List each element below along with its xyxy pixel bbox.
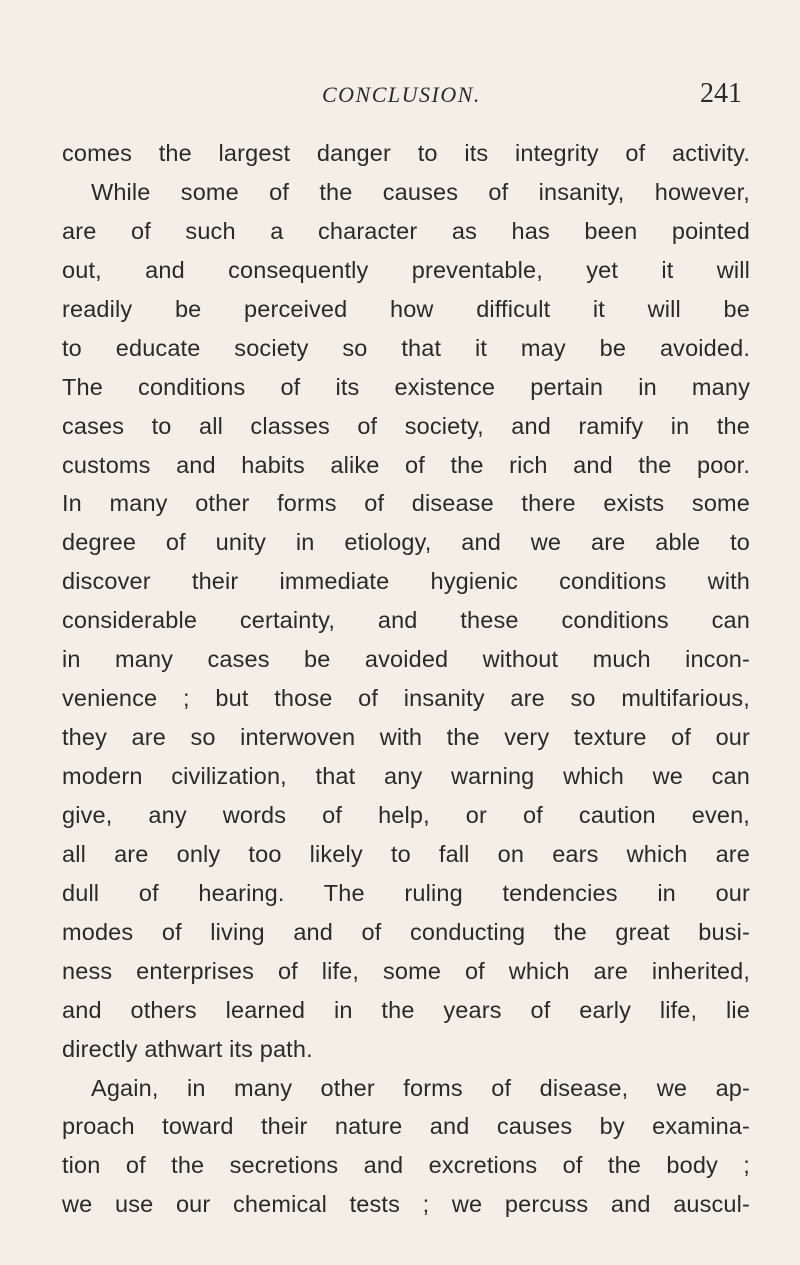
text-line: directly athwart its path. xyxy=(62,1035,313,1062)
text-line: readily be perceived how difficult it will be xyxy=(62,295,750,322)
text-line: The conditions of its existence pertain in many xyxy=(62,373,750,400)
text-line: Again, in many other forms of disease, we ap- xyxy=(91,1074,750,1101)
body-text xyxy=(62,134,750,1224)
text-line: In many other forms of disease there exists some xyxy=(62,490,750,517)
text-line: venience ; but those of insanity are so multifarious, xyxy=(62,685,750,712)
text-line: are of such a character as has been pointed xyxy=(62,217,750,244)
text-line: all are only too likely to fall on ears which are xyxy=(62,840,750,867)
running-head xyxy=(0,78,800,118)
text-line: modes of living and of conducting the great busi- xyxy=(62,918,750,945)
running-title: CONCLUSION. xyxy=(322,82,481,107)
text-line: degree of unity in etiology, and we are able to xyxy=(62,529,750,556)
text-line: we use our chemical tests ; we percuss and auscul- xyxy=(62,1191,750,1218)
text-line: and others learned in the years of early life, lie xyxy=(62,996,750,1023)
text-line: in many cases be avoided without much incon- xyxy=(62,646,750,673)
text-line: ness enterprises of life, some of which are inherited, xyxy=(62,957,750,984)
page-number: 241 xyxy=(700,78,742,109)
text-line: modern civilization, that any warning which we can xyxy=(62,763,750,789)
text-line: tion of the secretions and excretions of the body ; xyxy=(62,1152,750,1179)
text-line: comes the largest danger to its integrity of activity. xyxy=(62,140,750,166)
text-line: dull of hearing. The ruling tendencies in our xyxy=(62,879,750,906)
text-line: to educate society so that it may be avoided. xyxy=(62,334,750,361)
text-line: give, any words of help, or of caution even, xyxy=(62,801,750,828)
text-line: proach toward their nature and causes by examina- xyxy=(62,1113,750,1140)
text-line: discover their immediate hygienic conditions with xyxy=(62,568,750,595)
text-line: cases to all classes of society, and ramify in the xyxy=(62,412,750,439)
text-line: considerable certainty, and these conditions can xyxy=(62,607,750,634)
text-line: they are so interwoven with the very texture of our xyxy=(62,724,750,751)
text-line: While some of the causes of insanity, however, xyxy=(91,178,750,205)
text-line: customs and habits alike of the rich and the poor. xyxy=(62,451,750,478)
text-line: out, and consequently preventable, yet it will xyxy=(62,256,750,283)
